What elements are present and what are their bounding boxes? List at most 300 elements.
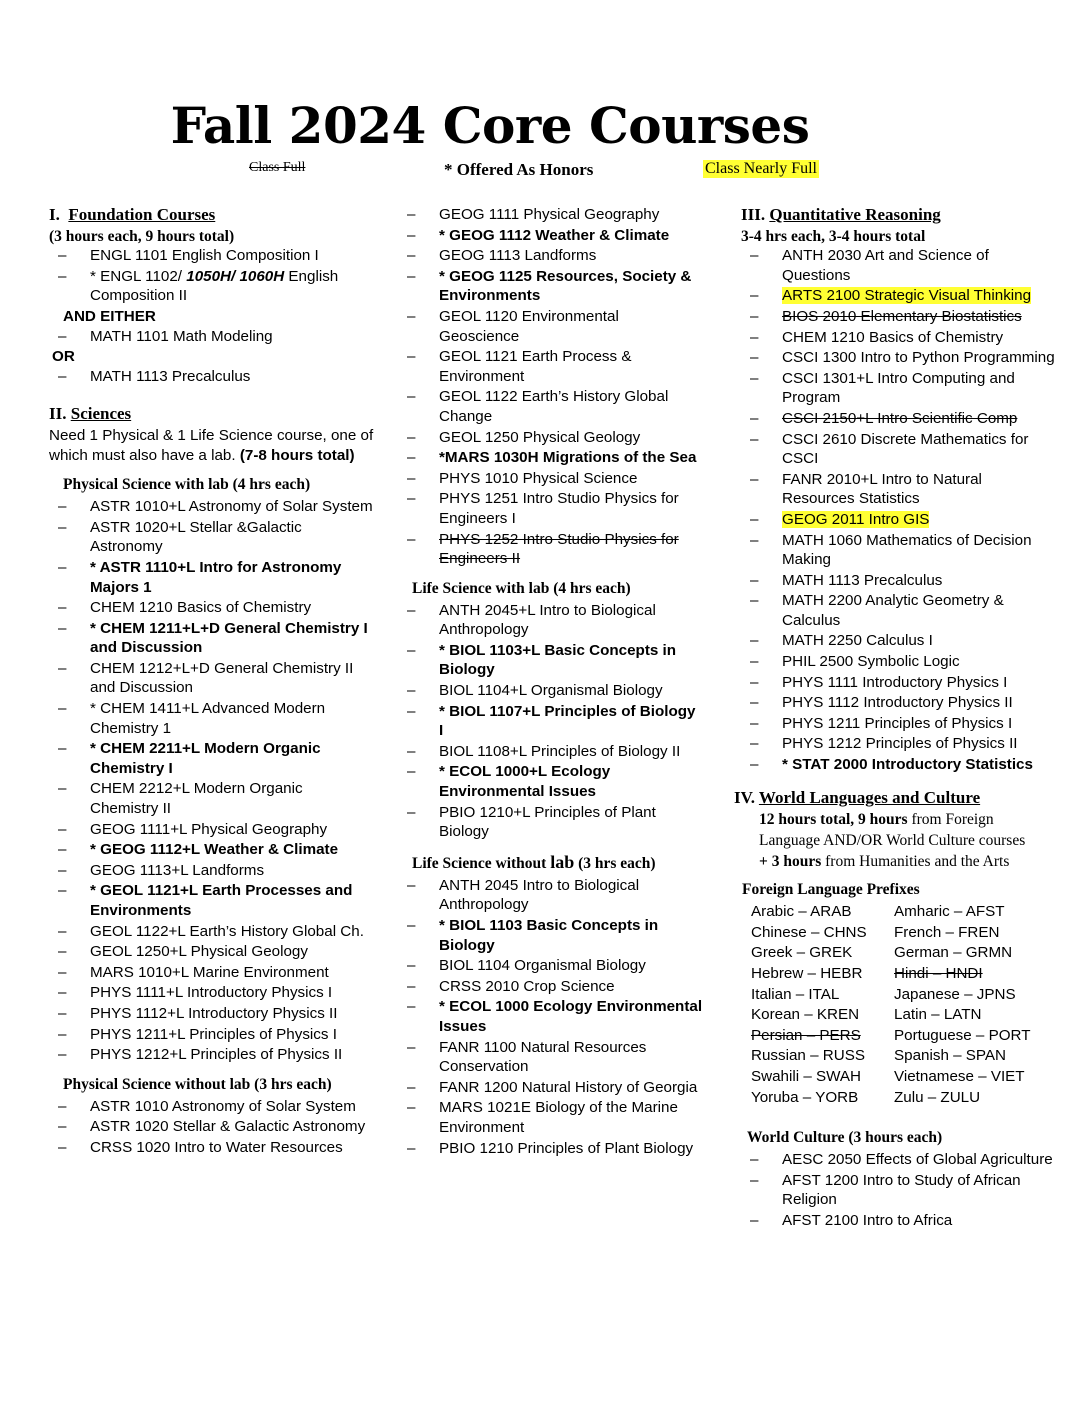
list-item — [741, 328, 1056, 348]
course-text: * BIOL 1103+L Basic Concepts in Biology — [439, 641, 677, 679]
language-prefix: Yoruba – YORB — [751, 1088, 859, 1106]
list-item — [49, 881, 374, 920]
list-item — [398, 1038, 703, 1077]
language-prefix: Chinese – CHNS — [751, 923, 867, 941]
dash-bullet: – — [58, 1046, 67, 1064]
dash-bullet: – — [58, 820, 67, 838]
course-text: FANR 1100 Natural Resources Conservation — [439, 1038, 647, 1076]
dash-bullet: – — [407, 803, 416, 821]
legend-nearly-full: Class Nearly Full — [705, 160, 817, 177]
dash-bullet: – — [407, 763, 416, 781]
world-line3-rest: from Humanities and the Arts — [821, 853, 1010, 871]
dash-bullet: – — [58, 1025, 67, 1043]
quant-list — [741, 246, 1056, 774]
course-text: BIOL 1104 Organismal Biology — [439, 957, 646, 975]
list-item — [398, 428, 703, 448]
section-number: II. — [49, 404, 67, 424]
list-item — [741, 348, 1056, 368]
list-item — [741, 409, 1056, 429]
dash-bullet: – — [750, 653, 759, 671]
list-item — [741, 510, 1056, 530]
dash-bullet: – — [750, 673, 759, 691]
course-text: MATH 1101 Math Modeling — [90, 327, 273, 345]
course-text: ASTR 1010+L Astronomy of Solar System — [90, 498, 373, 516]
course-text: GEOG 2011 Intro GIS — [782, 510, 930, 528]
language-grid — [751, 902, 1056, 1107]
physical-nolab-heading: Physical Science without lab (3 hrs each) — [63, 1075, 332, 1093]
course-text: ASTR 1020+L Stellar &Galactic Astronomy — [90, 518, 302, 556]
course-text: CHEM 1210 Basics of Chemistry — [90, 599, 312, 617]
course-text: PBIO 1210 Principles of Plant Biology — [439, 1139, 694, 1157]
list-item — [49, 1004, 374, 1024]
course-text: PHYS 1211 Principles of Physics I — [782, 714, 1013, 732]
course-text: AFST 1200 Intro to Study of African Religion — [782, 1171, 1021, 1209]
list-item — [398, 307, 703, 346]
dash-bullet: – — [750, 430, 759, 448]
dash-bullet: – — [407, 1038, 416, 1056]
dash-bullet: – — [750, 307, 759, 325]
life-nolab-head-pre: Life Science without — [412, 854, 551, 872]
dash-bullet: – — [58, 1118, 67, 1136]
section-title: Quantitative Reasoning — [769, 205, 941, 224]
world-line1-bold: 12 hours total, 9 hours — [759, 811, 908, 829]
list-item — [741, 286, 1056, 306]
course-text: MATH 2200 Analytic Geometry & Calculus — [782, 592, 1004, 629]
list-item — [741, 1171, 1056, 1210]
dash-bullet: – — [58, 963, 67, 981]
course-text: * ECOL 1000+L Ecology Environmental Issues — [439, 763, 611, 801]
dash-bullet: – — [750, 409, 759, 427]
course-text: PHYS 1212+L Principles of Physics II — [90, 1046, 343, 1064]
world-desc-line2: Language AND/OR World Culture courses — [759, 832, 1026, 850]
language-prefix: Korean – KREN — [751, 1006, 860, 1024]
list-item — [49, 1025, 374, 1045]
dash-bullet: – — [58, 367, 67, 385]
list-item — [741, 571, 1056, 591]
physical-lab-heading: Physical Science with lab (4 hrs each) — [63, 476, 311, 494]
dash-bullet: – — [58, 327, 67, 345]
dash-bullet: – — [750, 1151, 759, 1169]
course-text: * BIOL 1103 Basic Concepts in Biology — [439, 917, 659, 954]
course-text: * STAT 2000 Introductory Statistics — [782, 756, 1033, 774]
language-prefix: Russian – RUSS — [751, 1047, 865, 1065]
course-text: * CHEM 2211+L Modern Organic Chemistry I — [90, 740, 321, 777]
course-text: MARS 1021E Biology of the Marine Environment — [439, 1099, 678, 1136]
foundation-math2-list — [49, 367, 374, 387]
physical-nolab-list-a — [49, 1097, 374, 1158]
dash-bullet: – — [750, 632, 759, 650]
language-prefix: Arabic – ARAB — [751, 903, 852, 921]
list-item — [49, 246, 374, 266]
course-text: * CHEM 1411+L Advanced Modern Chemistry 1 — [90, 700, 326, 737]
dash-bullet: – — [407, 449, 416, 467]
course-text: BIOL 1108+L Principles of Biology II — [439, 742, 681, 760]
list-item — [398, 489, 703, 528]
list-item — [398, 1098, 703, 1137]
dash-bullet: – — [58, 1097, 67, 1115]
life-nolab-head-post: (3 hrs each) — [574, 854, 656, 872]
dash-bullet: – — [750, 756, 759, 774]
list-item — [741, 734, 1056, 754]
list-item — [49, 367, 374, 387]
physical-nolab-list-b — [398, 205, 703, 569]
foundation-math1-list — [49, 327, 374, 347]
course-text: ARTS 2100 Strategic Visual Thinking — [782, 287, 1032, 305]
language-prefix: Portuguese – PORT — [894, 1026, 1031, 1044]
dash-bullet: – — [750, 1211, 759, 1229]
dash-bullet: – — [58, 498, 67, 516]
list-item — [398, 977, 703, 997]
dash-bullet: – — [58, 619, 67, 637]
dash-bullet: – — [407, 917, 416, 934]
dash-bullet: – — [750, 287, 759, 305]
legend-class-full: Class Full — [249, 160, 306, 175]
dash-bullet: – — [407, 702, 416, 720]
life-lab-heading: Life Science with lab (4 hrs each) — [412, 579, 631, 597]
list-item — [398, 387, 703, 426]
list-item — [398, 1078, 703, 1098]
list-item — [49, 327, 374, 347]
course-text: CSCI 1300 Intro to Python Programming — [782, 349, 1055, 367]
list-item — [49, 1045, 374, 1065]
course-text: PHYS 1010 Physical Science — [439, 469, 638, 487]
course-text: MATH 1060 Mathematics of Decision Making — [782, 531, 1032, 569]
course-text: ANTH 2045 Intro to Biological Anthropology — [439, 876, 640, 914]
list-item — [398, 956, 703, 976]
dash-bullet: – — [407, 957, 416, 975]
course-text: * CHEM 1211+L+D General Chemistry I and Discussion — [90, 619, 368, 657]
dash-bullet: – — [407, 641, 416, 659]
list-item — [398, 267, 703, 306]
sciences-desc-text: Need 1 Physical & 1 Life Science course, one of which must also have a lab. — [49, 426, 374, 464]
language-prefix: Greek – GREK — [751, 944, 853, 962]
dash-bullet: – — [407, 247, 416, 265]
list-item — [398, 762, 703, 801]
course-text: MATH 1113 Precalculus — [90, 367, 251, 385]
course-text: BIOS 2010 Elementary Biostatistics — [782, 307, 1022, 325]
list-item — [741, 1211, 1056, 1231]
course-text: ANTH 2030 Art and Science of Questions — [782, 247, 989, 284]
dash-bullet: – — [407, 977, 416, 995]
list-item — [49, 659, 374, 698]
dash-bullet: – — [407, 1078, 416, 1096]
course-text: * BIOL 1107+L Principles of Biology I — [439, 702, 696, 740]
list-item — [398, 803, 703, 842]
course-text: * ASTR 1110+L Intro for Astronomy Majors 1 — [90, 558, 342, 596]
list-item — [49, 699, 374, 738]
course-text: FANR 1200 Natural History of Georgia — [439, 1078, 698, 1096]
world-culture-heading: World Culture (3 hours each) — [747, 1129, 943, 1147]
physical-lab-list — [49, 497, 374, 1065]
dash-bullet: – — [58, 518, 67, 536]
course-text: PHYS 1211+L Principles of Physics I — [90, 1025, 337, 1043]
dash-bullet: – — [750, 694, 759, 712]
language-prefix: Latin – LATN — [894, 1006, 982, 1024]
dash-bullet: – — [407, 267, 416, 285]
course-text: * GEOG 1112+L Weather & Climate — [90, 841, 339, 859]
dash-bullet: – — [407, 206, 416, 223]
dash-bullet: – — [58, 984, 67, 1002]
list-item — [49, 1138, 374, 1158]
dash-bullet: – — [407, 742, 416, 760]
course-text: GEOG 1113+L Landforms — [90, 861, 265, 879]
course-text: PHYS 1252 Intro Studio Physics for Engineers II — [439, 530, 679, 568]
list-item — [49, 518, 374, 557]
dash-bullet: – — [407, 1139, 416, 1157]
dash-bullet: – — [750, 470, 759, 488]
section-title: Foundation Courses — [68, 205, 216, 224]
course-text: GEOG 1113 Landforms — [439, 247, 597, 265]
world-culture-list — [741, 1150, 1056, 1230]
list-item — [741, 591, 1056, 630]
dash-bullet: – — [58, 247, 67, 265]
course-text: CHEM 1210 Basics of Chemistry — [782, 328, 1004, 346]
dash-bullet: – — [58, 943, 67, 961]
list-item — [398, 702, 703, 741]
language-prefix: Italian – ITAL — [751, 985, 840, 1003]
list-item — [49, 922, 374, 942]
course-text: AESC 2050 Effects of Global Agriculture — [782, 1151, 1053, 1169]
list-item — [49, 598, 374, 618]
list-item — [398, 641, 703, 680]
dash-bullet: – — [407, 307, 416, 325]
and-either-label: AND EITHER — [63, 307, 156, 325]
course-text: CRSS 2010 Crop Science — [439, 977, 615, 995]
section-sciences-heading — [49, 404, 374, 424]
list-item — [49, 267, 374, 306]
section-title: World Languages and Culture — [758, 787, 981, 807]
world-line1-rest: from Foreign — [907, 811, 994, 829]
list-item — [741, 470, 1056, 509]
section-title: Sciences — [70, 404, 132, 424]
list-item — [398, 226, 703, 246]
quant-subtitle: 3-4 hrs each, 3-4 hours total — [741, 227, 926, 245]
course-text: CSCI 1301+L Intro Computing and Program — [782, 369, 1015, 407]
dash-bullet: – — [407, 876, 416, 894]
course-text: MARS 1010+L Marine Environment — [90, 963, 329, 981]
dash-bullet: – — [407, 348, 416, 366]
page-title: Fall 2024 Core Courses — [170, 96, 810, 155]
language-prefix: Spanish – SPAN — [894, 1047, 1006, 1065]
or-label: OR — [52, 348, 75, 366]
course-text: PHYS 1251 Intro Studio Physics for Engineers I — [439, 490, 679, 527]
language-prefix: French – FREN — [894, 923, 1000, 941]
language-prefix: Swahili – SWAH — [751, 1067, 861, 1085]
course-text: MATH 2250 Calculus I — [782, 632, 933, 650]
course-text: BIOL 1104+L Organismal Biology — [439, 682, 663, 700]
dash-bullet: – — [407, 388, 416, 406]
list-item — [398, 742, 703, 762]
sciences-description — [49, 426, 374, 465]
foundation-list — [49, 246, 374, 306]
dash-bullet: – — [750, 328, 759, 346]
course-text: GEOL 1121 Earth Process & Environment — [439, 348, 632, 385]
list-item — [398, 876, 703, 915]
list-item — [49, 1117, 374, 1137]
list-item — [398, 246, 703, 266]
list-item — [49, 1097, 374, 1117]
course-text: GEOG 1111 Physical Geography — [439, 206, 660, 223]
dash-bullet: – — [407, 428, 416, 446]
course-text: CSCI 2150+L Intro Scientific Comp — [782, 409, 1018, 427]
list-item — [741, 631, 1056, 651]
sciences-desc-bold: (7-8 hours total) — [239, 446, 355, 464]
dash-bullet: – — [750, 349, 759, 367]
list-item — [741, 673, 1056, 693]
dash-bullet: – — [407, 530, 416, 548]
section-world-heading — [734, 788, 1056, 808]
life-nolab-heading — [412, 852, 703, 874]
foundation-subtitle: (3 hours each, 9 hours total) — [49, 227, 235, 245]
list-item — [49, 983, 374, 1003]
course-text: GEOG 1111+L Physical Geography — [90, 820, 328, 838]
column-left — [49, 205, 374, 1159]
course-text: PHYS 1112 Introductory Physics II — [782, 694, 1013, 712]
list-item — [741, 369, 1056, 408]
course-text: ASTR 1020 Stellar & Galactic Astronomy — [90, 1118, 366, 1136]
dash-bullet: – — [58, 861, 67, 879]
dash-bullet: – — [407, 226, 416, 244]
dash-bullet: – — [58, 780, 67, 798]
course-text: * GEOG 1112 Weather & Climate — [439, 226, 670, 244]
list-item — [398, 448, 703, 468]
course-text: GEOL 1122+L Earth’s History Global Ch. — [90, 922, 364, 940]
world-desc-line3 — [759, 851, 1056, 872]
list-item — [741, 307, 1056, 327]
dash-bullet: – — [58, 740, 67, 758]
list-item — [49, 497, 374, 517]
course-text: GEOL 1122 Earth’s History Global Change — [439, 388, 669, 425]
dash-bullet: – — [407, 601, 416, 619]
language-prefix: Japanese – JPNS — [894, 985, 1016, 1003]
language-prefix: Hebrew – HEBR — [751, 965, 863, 982]
course-text: PHYS 1111+L Introductory Physics I — [90, 984, 333, 1002]
dash-bullet: – — [750, 531, 759, 549]
dash-bullet: – — [407, 490, 416, 508]
life-lab-list — [398, 601, 703, 842]
dash-bullet: – — [750, 735, 759, 753]
list-item — [741, 531, 1056, 570]
dash-bullet: – — [58, 659, 67, 677]
course-text: MATH 1113 Precalculus — [782, 571, 943, 589]
world-description — [759, 809, 1056, 872]
column-middle — [398, 205, 703, 1159]
course-text: PHYS 1112+L Introductory Physics II — [90, 1004, 338, 1022]
dash-bullet: – — [58, 700, 67, 718]
dash-bullet: – — [407, 469, 416, 487]
list-item — [49, 779, 374, 818]
list-item — [398, 347, 703, 386]
life-nolab-list — [398, 876, 703, 1158]
course-text: ASTR 1010 Astronomy of Solar System — [90, 1097, 356, 1115]
dash-bullet: – — [407, 1099, 416, 1117]
list-item — [741, 1150, 1056, 1170]
section-foundation-heading — [49, 205, 374, 225]
course-text: FANR 2010+L Intro to Natural Resources Statistics — [782, 470, 982, 508]
list-item — [398, 601, 703, 640]
list-item — [49, 558, 374, 597]
section-number: III. — [741, 205, 766, 224]
course-text: * GEOG 1125 Resources, Society & Environments — [439, 267, 692, 305]
list-item — [49, 840, 374, 860]
course-text: PBIO 1210+L Principles of Plant Biology — [439, 803, 656, 841]
life-nolab-head-mid: lab — [550, 851, 575, 872]
course-text: AFST 2100 Intro to Africa — [782, 1211, 953, 1229]
dash-bullet: – — [58, 558, 67, 576]
dash-bullet: – — [58, 267, 67, 285]
language-prefix: German – GRMN — [894, 944, 1013, 962]
dash-bullet: – — [58, 1138, 67, 1156]
list-item — [398, 916, 703, 955]
dash-bullet: – — [750, 247, 759, 265]
course-text: GEOL 1120 Environmental Geoscience — [439, 307, 619, 345]
course-text: * ECOL 1000 Ecology Environmental Issues — [439, 998, 703, 1035]
course-text: GEOL 1250 Physical Geology — [439, 428, 641, 446]
dash-bullet: – — [58, 841, 67, 859]
dash-bullet: – — [750, 369, 759, 387]
column-right — [734, 205, 1056, 1232]
list-item — [49, 963, 374, 983]
dash-bullet: – — [407, 682, 416, 700]
section-quant-heading — [741, 205, 1056, 225]
dash-bullet: – — [58, 922, 67, 940]
dash-bullet: – — [58, 882, 67, 900]
language-prefix: Zulu – ZULU — [894, 1088, 981, 1106]
list-item — [741, 714, 1056, 734]
list-item — [49, 820, 374, 840]
language-prefix: Vietnamese – VIET — [894, 1067, 1025, 1085]
dash-bullet: – — [58, 1004, 67, 1022]
language-prefix: Hindi – HNDI — [894, 965, 983, 982]
language-prefixes-heading: Foreign Language Prefixes — [742, 881, 920, 899]
course-text: ENGL 1101 English Composition I — [90, 247, 319, 265]
list-item — [398, 997, 703, 1036]
language-prefix: Amharic – AFST — [894, 903, 1005, 921]
dash-bullet: – — [58, 599, 67, 617]
section-number: I. — [49, 205, 60, 224]
list-item — [398, 681, 703, 701]
course-text: PHYS 1212 Principles of Physics II — [782, 735, 1018, 753]
course-text: CSCI 2610 Discrete Mathematics for CSCI — [782, 430, 1029, 468]
list-item — [741, 430, 1056, 469]
course-text: * GEOL 1121+L Earth Processes and Environments — [90, 882, 353, 919]
language-prefix: Persian – PERS — [751, 1026, 861, 1044]
course-text: *MARS 1030H Migrations of the Sea — [439, 449, 697, 467]
dash-bullet: – — [750, 592, 759, 610]
dash-bullet: – — [750, 510, 759, 528]
world-line3-bold: + 3 hours — [759, 853, 822, 871]
dash-bullet: – — [750, 714, 759, 732]
list-item — [741, 755, 1056, 775]
section-number: IV. — [734, 787, 755, 807]
list-item — [49, 861, 374, 881]
list-item — [741, 693, 1056, 713]
list-item — [398, 205, 703, 225]
dash-bullet: – — [750, 1171, 759, 1189]
list-item — [398, 1139, 703, 1159]
list-item — [741, 246, 1056, 285]
course-text: ANTH 2045+L Intro to Biological Anthropology — [439, 601, 656, 639]
dash-bullet: – — [407, 998, 416, 1016]
list-item — [49, 739, 374, 778]
list-item — [741, 652, 1056, 672]
course-text: CRSS 1020 Intro to Water Resources — [90, 1138, 343, 1156]
legend-honors: * Offered As Honors — [444, 160, 594, 179]
world-desc-line1 — [759, 809, 1056, 830]
course-text: CHEM 1212+L+D General Chemistry II and Discussion — [90, 659, 354, 697]
course-text: GEOL 1250+L Physical Geology — [90, 943, 308, 961]
dash-bullet: – — [750, 571, 759, 589]
